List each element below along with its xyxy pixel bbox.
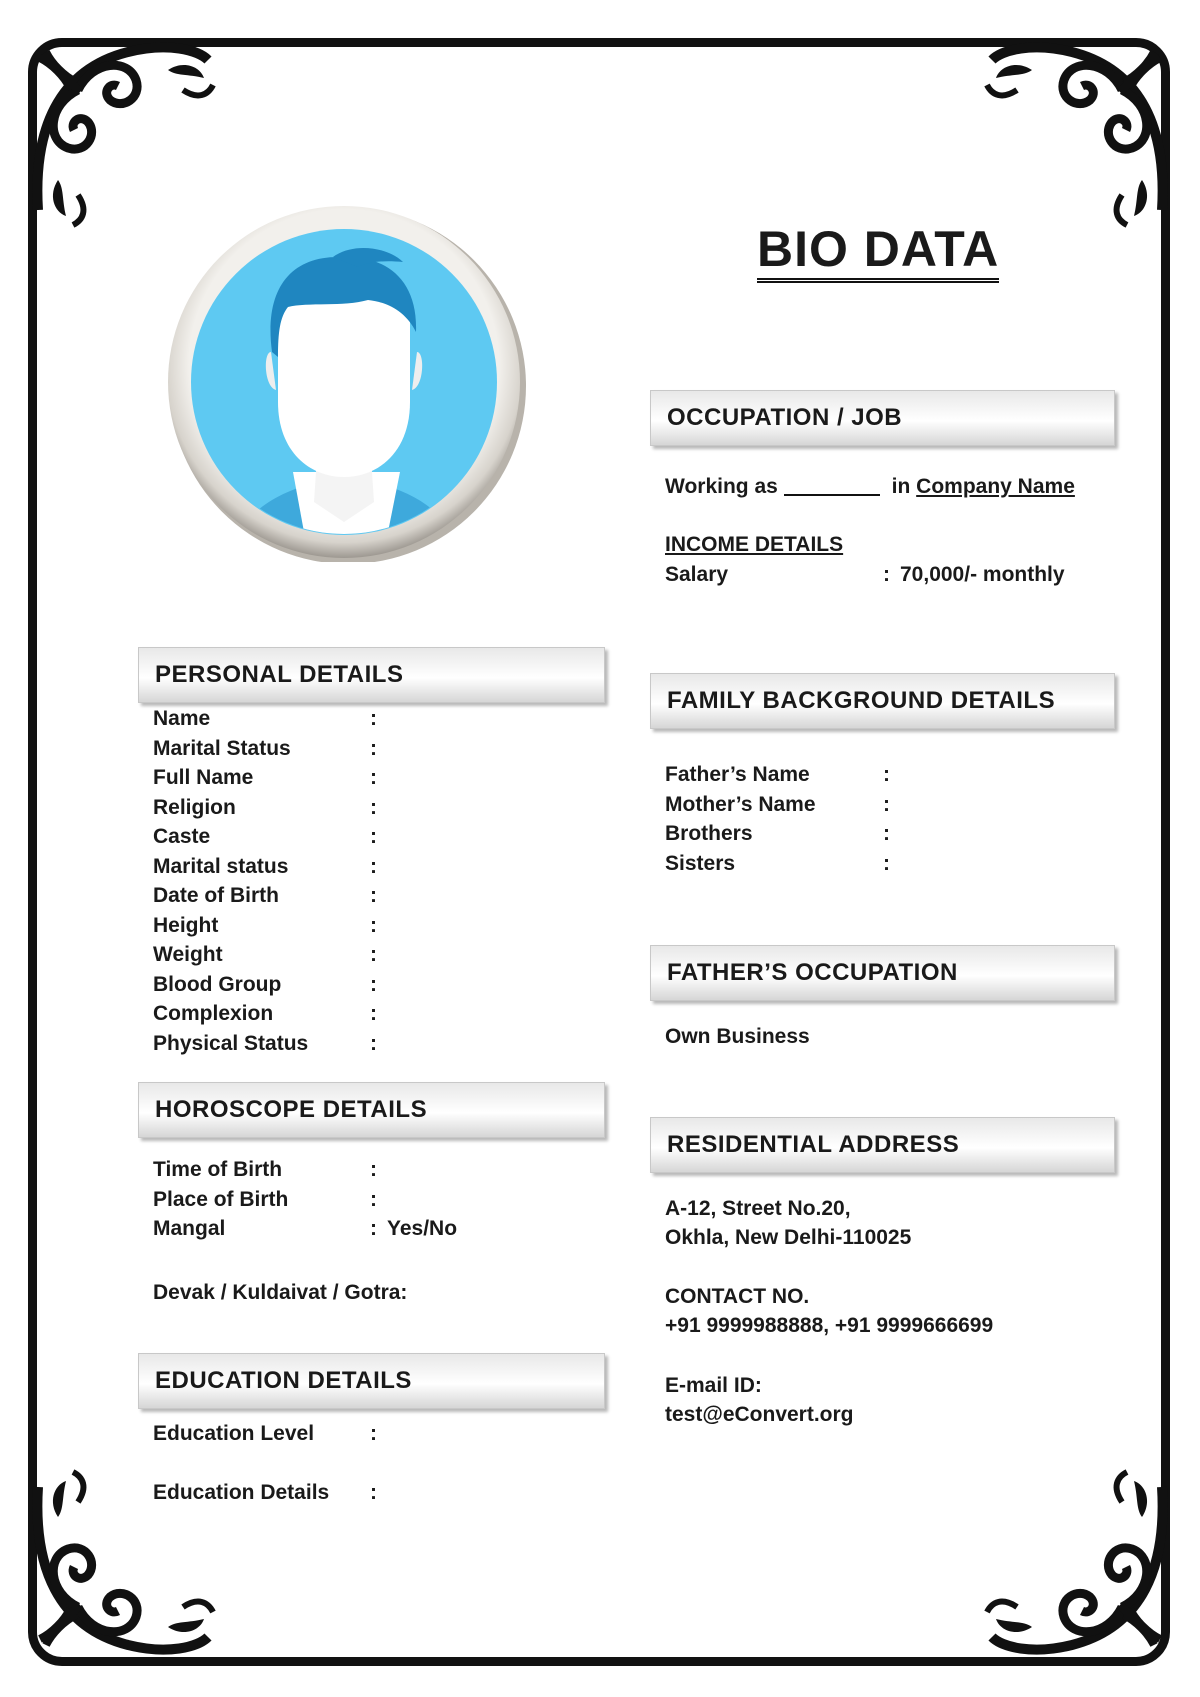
- detail-row: [153, 1422, 593, 1451]
- colon: :: [370, 825, 377, 848]
- field-label: Complexion: [153, 1002, 274, 1025]
- address-line-2: Okhla, New Delhi-110025: [665, 1226, 912, 1249]
- male-avatar-icon: [168, 202, 528, 562]
- salary-label: Salary: [665, 563, 729, 586]
- colon: :: [883, 763, 890, 786]
- field-label: Sisters: [665, 851, 736, 875]
- colon: :: [370, 1031, 377, 1055]
- detail-row: [665, 763, 1125, 792]
- working-as-line: [665, 475, 1075, 499]
- field-label: Height: [153, 913, 219, 937]
- colon: :: [370, 1158, 377, 1181]
- page-title: BIO DATA: [757, 222, 999, 283]
- detail-row: [153, 1481, 593, 1510]
- salary-value: 70,000/- monthly: [900, 563, 1065, 586]
- detail-row: [153, 707, 593, 736]
- detail-row: [153, 914, 593, 943]
- field-label: Time of Birth: [153, 1158, 283, 1181]
- field-value: Yes/No: [387, 1217, 458, 1240]
- field-label: Place of Birth: [153, 1187, 289, 1211]
- detail-row: [153, 1002, 593, 1031]
- colon: :: [883, 792, 890, 816]
- field-label: Marital status: [153, 854, 289, 878]
- field-label: Blood Group: [153, 972, 282, 996]
- colon: :: [883, 563, 890, 586]
- field-label: Religion: [153, 795, 236, 819]
- field-label: Mother’s Name: [665, 792, 816, 816]
- working-as-blank: [784, 494, 880, 496]
- detail-row: [153, 855, 593, 884]
- field-label: Father’s Name: [665, 763, 810, 786]
- fathers-occupation-section-header: FATHER’S OCCUPATION: [650, 945, 1115, 1001]
- field-label: Education Details: [153, 1481, 330, 1504]
- personal-details-section-header: PERSONAL DETAILS: [138, 647, 605, 703]
- field-label: Physical Status: [153, 1031, 309, 1055]
- colon: :: [370, 943, 377, 966]
- avatar: [168, 202, 528, 562]
- field-label: Name: [153, 707, 211, 730]
- field-label: Marital Status: [153, 736, 291, 760]
- colon: :: [370, 1481, 377, 1504]
- detail-row: [153, 1158, 593, 1187]
- detail-row: [665, 822, 1125, 851]
- colon: :: [370, 1002, 377, 1025]
- field-label: Education Level: [153, 1422, 315, 1445]
- field-label: Mangal: [153, 1217, 226, 1240]
- detail-row: [153, 973, 593, 1002]
- address-section-header: RESIDENTIAL ADDRESS: [650, 1117, 1115, 1173]
- email-value: test@eConvert.org: [665, 1403, 854, 1426]
- colon: :: [370, 1217, 377, 1240]
- colon: :: [370, 766, 377, 789]
- detail-row: [153, 796, 593, 825]
- email-label: E-mail ID:: [665, 1374, 762, 1397]
- field-label: Caste: [153, 825, 211, 848]
- gotra-label: Devak / Kuldaivat / Gotra:: [153, 1281, 408, 1304]
- occupation-section-header: OCCUPATION / JOB: [650, 390, 1115, 446]
- education-section-header: EDUCATION DETAILS: [138, 1353, 605, 1409]
- salary-row: [665, 563, 1135, 592]
- colon: :: [370, 736, 377, 760]
- income-details-heading: INCOME DETAILS: [665, 533, 844, 556]
- colon: :: [370, 913, 377, 937]
- colon: :: [370, 1187, 377, 1211]
- address-line-1: A-12, Street No.20,: [665, 1197, 851, 1220]
- horoscope-section-header: HOROSCOPE DETAILS: [138, 1082, 605, 1138]
- colon: :: [883, 851, 890, 875]
- working-as-label: Working as: [665, 475, 778, 498]
- colon: :: [370, 972, 377, 996]
- corner-ornament-icon: [982, 1467, 1182, 1667]
- contact-label: CONTACT NO.: [665, 1285, 810, 1308]
- field-label: Date of Birth: [153, 884, 279, 907]
- fathers-occupation-value: Own Business: [665, 1025, 810, 1048]
- detail-row: [153, 884, 593, 913]
- colon: :: [370, 1422, 377, 1445]
- colon: :: [370, 884, 377, 907]
- corner-ornament-icon: [982, 30, 1182, 230]
- field-label: Brothers: [665, 822, 753, 845]
- field-label: Full Name: [153, 766, 254, 789]
- detail-row: [153, 1188, 593, 1217]
- detail-row: [665, 793, 1125, 822]
- colon: :: [370, 795, 377, 819]
- colon: :: [370, 854, 377, 878]
- detail-row: [153, 737, 593, 766]
- contact-value: +91 9999988888, +91 9999666699: [665, 1314, 994, 1337]
- detail-row: [153, 766, 593, 795]
- company-name: Company Name: [916, 475, 1075, 498]
- detail-row: [665, 852, 1125, 881]
- corner-ornament-icon: [18, 30, 218, 230]
- detail-row: [153, 1217, 593, 1246]
- colon: :: [883, 822, 890, 845]
- detail-row: [153, 825, 593, 854]
- field-label: Weight: [153, 943, 223, 966]
- detail-row: [153, 943, 593, 972]
- colon: :: [370, 707, 377, 730]
- in-word: in: [891, 475, 911, 498]
- family-section-header: FAMILY BACKGROUND DETAILS: [650, 673, 1115, 729]
- detail-row: [153, 1032, 593, 1061]
